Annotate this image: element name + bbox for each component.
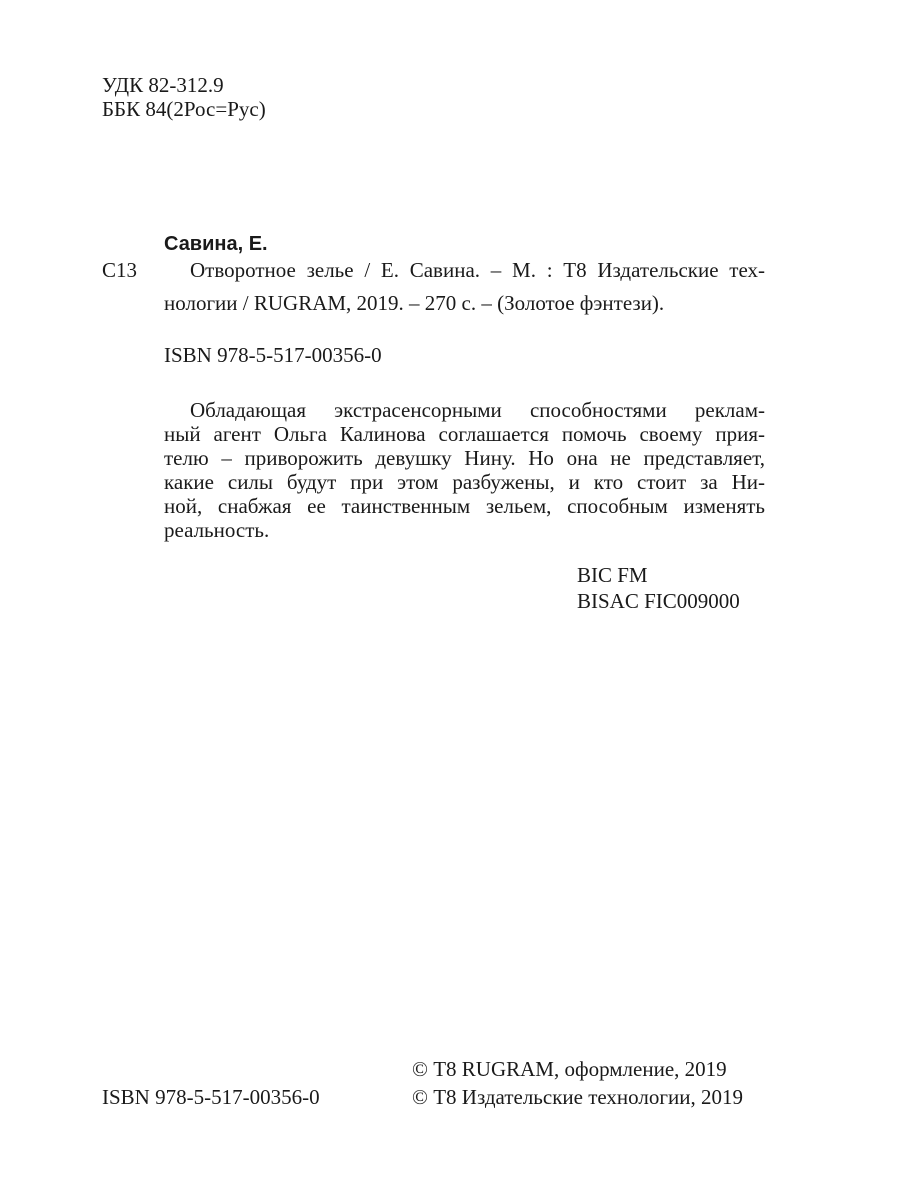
annotation-line: ной, снабжая ее таинственным зельем, способным изменять [164,494,765,518]
annotation-line: реальность. [164,518,270,542]
udk-code: УДК 82-312.9 [102,73,224,97]
annotation-line: Обладающая экстрасенсорными способностями реклам- [190,398,765,422]
bic-code: BIC FM [577,563,648,587]
isbn-record: ISBN 978-5-517-00356-0 [164,343,382,367]
annotation-line: телю – приворожить девушку Нину. Но она не представляет, [164,446,765,470]
annotation-line: какие силы будут при этом разбужены, и кто стоит за Ни- [164,470,765,494]
description-line-2: нологии / RUGRAM, 2019. – 270 с. – (Золотое фэнтези). [164,291,665,315]
bisac-code: BISAC FIC009000 [577,589,740,613]
description-line-1: Отворотное зелье / Е. Савина. – М. : Т8 Издательские тех- [190,258,765,282]
author-mark: С13 [102,258,138,282]
copyright-publisher: © Т8 Издательские технологии, 2019 [412,1085,743,1109]
author-heading: Савина, Е. [164,233,268,255]
footer-isbn: ISBN 978-5-517-00356-0 [102,1085,320,1109]
copyright-design: © Т8 RUGRAM, оформление, 2019 [412,1057,727,1081]
annotation-line: ный агент Ольга Калинова соглашается помочь своему прия- [164,422,765,446]
bbk-code: ББК 84(2Рос=Рус) [102,97,266,121]
